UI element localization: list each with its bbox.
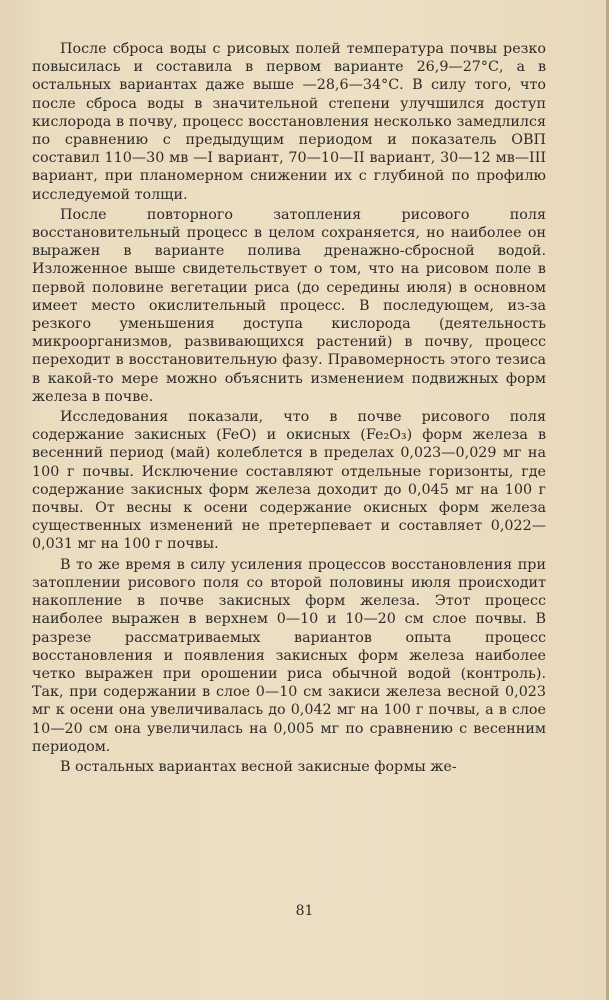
paragraph-3: Исследования показали, что в почве рисового поля содержание закисных (FeO) и окисных (Fe₂O₃) форм железа в весенний период (май) колеблется в пределах 0,023—0,029 мг на 100 г почвы. Исключение составляют отдельные горизонты, где содержание закисных форм железа доходит до 0,045 мг на 100 г почвы. От весны к осени содержание окисных форм железа существенных изменений не претерпевает и составляет 0,022—0,031 мг на 100 г почвы. <box>32 409 546 553</box>
page-number: 81 <box>295 903 314 919</box>
paragraph-2: После повторного затопления рисового поля восстановительный процесс в целом сохраняется, но наиболее он выражен в варианте полива дренажно-сбросной водой. Изложенное выше свидетельствует о том, что на рисовом поле в первой половине вегетации риса (до середины июля) в основном имеет место окислительный процесс. В последующем, из-за резкого уменьшения доступа кислорода (деятельность микроорганизмов, развивающихся растений) в почву, процесс переходит в восстановительную фазу. Правомерность этого тезиса в какой-то мере можно объяснить изменением подвижных форм железа в почве. <box>32 206 546 405</box>
paragraph-1: После сброса воды с рисовых полей температура почвы резко повысилась и составила в первом варианте 26,9—27°С, а в остальных вариантах даже выше —28,6—34°С. В силу того, что после сброса воды в значительной степени улучшился доступ кислорода в почву, процесс восстановления несколько замедлился по сравнению с предыдущим периодом и показатель ОВП составил 110—30 мв —I вариант, 70—10—II вариант, 30—12 мв—III вариант, при планомерном снижении их с глубиной по профилю исследуемой толщи. <box>32 41 546 203</box>
body-text <box>32 40 546 778</box>
paragraph-5: В остальных вариантах весной закисные формы же- <box>60 758 457 775</box>
paragraph-4: В то же время в силу усиления процессов восстановления при затоплении рисового поля со второй половины июля происходит накопление в почве закисных форм железа. Этот процесс наиболее выражен в верхнем 0—10 и 10—20 см слое почвы. В разрезе рассматриваемых вариантов опыта процесс восстановления и появления закисных форм железа наиболее четко выражен при орошении риса обычной водой (контроль). Так, при содержании в слое 0—10 см закиси железа весной 0,023 мг к осени она увеличивалась до 0,042 мг на 100 г почвы, а в слое 10—20 см она увеличилась на 0,005 мг по сравнению с весенним периодом. <box>32 556 546 755</box>
